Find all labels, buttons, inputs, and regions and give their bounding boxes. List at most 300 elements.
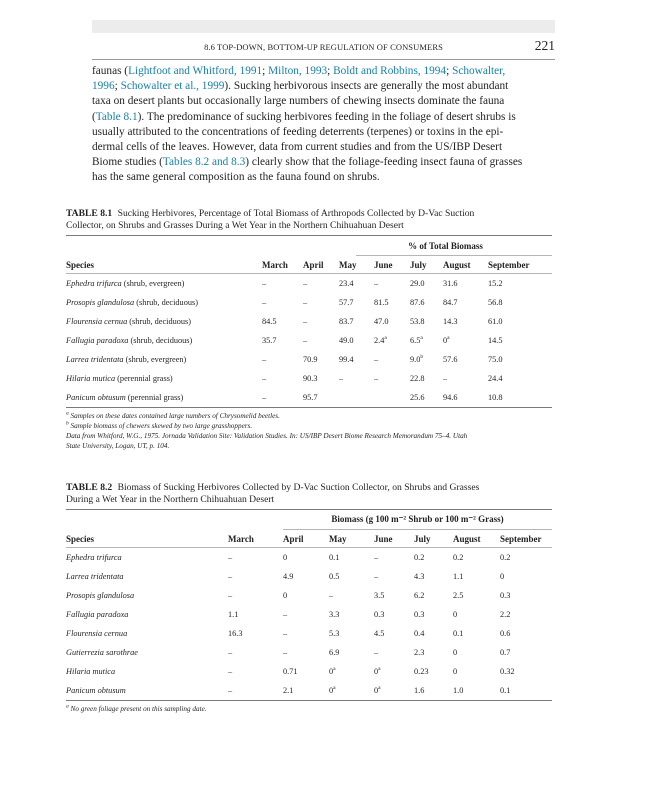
species-cell [66, 350, 262, 369]
footnote [66, 421, 552, 431]
body-line [92, 170, 555, 185]
value: 24.4 [488, 374, 503, 383]
value-cell [414, 643, 453, 662]
table-row [66, 643, 552, 662]
value: – [374, 648, 379, 657]
value: 0 [453, 648, 458, 657]
column-header: July [410, 259, 427, 270]
value: – [303, 317, 308, 326]
species-note: (shrub, deciduous) [129, 317, 192, 326]
value: 3.5 [374, 591, 385, 600]
value: 2.4 [374, 336, 385, 345]
column-header: June [374, 259, 393, 270]
value-cell [443, 274, 488, 293]
citation-link[interactable]: Milton, 1993 [268, 65, 328, 77]
value: 0.2 [453, 553, 464, 562]
body-paragraph [92, 64, 555, 186]
species-name: Flourensia cernua [66, 317, 128, 326]
value: – [262, 374, 267, 383]
value-cell [283, 586, 329, 605]
value-cell [262, 274, 303, 293]
value: 0.1 [500, 686, 511, 695]
value: 4.5 [374, 629, 385, 638]
value: 25.6 [410, 393, 425, 402]
value: 5.3 [329, 629, 340, 638]
value: 6.2 [414, 591, 425, 600]
value-cell [339, 312, 374, 331]
value-cell [283, 662, 329, 681]
value: 35.7 [262, 336, 277, 345]
caption-text: Collector, on Shrubs and Grasses During a Wet Year in the Northern Chihuahuan Desert [66, 220, 404, 231]
value: 0.3 [414, 610, 425, 619]
value-cell [453, 586, 500, 605]
value: 0 [374, 686, 379, 695]
value: 0.71 [283, 667, 298, 676]
table-8-1 [66, 208, 552, 451]
value-cell [374, 331, 410, 350]
value: – [329, 591, 334, 600]
value-cell [414, 586, 453, 605]
value: 22.8 [410, 374, 425, 383]
species-cell [66, 567, 228, 586]
value: 0.4 [414, 629, 425, 638]
value-cell [414, 567, 453, 586]
value: 0.3 [500, 591, 511, 600]
citation-link[interactable]: Tables 8.2 and 8.3 [162, 156, 246, 169]
column-header: May [339, 259, 357, 270]
value-cell [228, 681, 283, 700]
value-cell [374, 293, 410, 312]
value: 29.0 [410, 279, 425, 288]
footnote-mark: a [66, 410, 69, 417]
value: 6.9 [329, 648, 340, 657]
value-cell [329, 586, 374, 605]
table-8-1-span-header: % of Total Biomass [408, 240, 483, 251]
value: 0 [283, 591, 288, 600]
species-note: (shrub, deciduous) [136, 298, 198, 307]
footnote-text: No green foliage present on this sampling date. [70, 705, 207, 713]
body-text-run: ). Sucking herbivorous insects are generally the most abundant [224, 80, 509, 93]
value-cell [374, 274, 410, 293]
species-name: Panicum obtusum [66, 393, 126, 402]
value-cell [410, 293, 443, 312]
source-note: State University, Logan, UT, p. 104. [66, 442, 170, 450]
species-name: Hilaria mutica [66, 374, 116, 383]
table-row [66, 350, 552, 369]
table-8-1-grid [66, 236, 552, 407]
column-header: March [262, 259, 288, 270]
value: 99.4 [339, 355, 354, 364]
species-note: (shrub, evergreen) [125, 355, 187, 364]
value-cell [500, 548, 552, 567]
value: – [262, 279, 267, 288]
value-cell [228, 605, 283, 624]
value-cell [339, 274, 374, 293]
value: 70.9 [303, 355, 318, 364]
species-cell [66, 548, 228, 567]
column-header: Species [66, 259, 94, 270]
table-rule [66, 407, 552, 408]
value: 0 [329, 667, 334, 676]
value-cell [453, 605, 500, 624]
value-cell [443, 293, 488, 312]
value-cell [374, 662, 414, 681]
species-name: Larrea tridentata [66, 355, 124, 364]
column-header: August [453, 533, 481, 544]
species-name: Ephedra trifurca [66, 279, 122, 288]
value-cell [374, 369, 410, 388]
value-cell [329, 681, 374, 700]
table-row [66, 331, 552, 350]
value: 2.5 [453, 591, 464, 600]
value-cell [443, 331, 488, 350]
value-cell [374, 624, 414, 643]
table-8-2-span-header: Biomass (g 100 m⁻² Shrub or 100 m⁻² Grass) [331, 514, 504, 524]
column-header: April [303, 259, 324, 270]
value: 0.7 [500, 648, 511, 657]
value: 0.5 [329, 572, 340, 581]
value: 0.32 [500, 667, 515, 676]
citation-link[interactable]: Schowalter et al., 1999 [120, 80, 225, 93]
value-cell [488, 293, 552, 312]
value: – [374, 355, 379, 364]
value: 87.6 [410, 298, 425, 307]
table-row [66, 567, 552, 586]
table-row [66, 605, 552, 624]
species-note: (perennial grass) [117, 374, 173, 383]
value: 15.2 [488, 279, 503, 288]
table-8-1-footnotes [66, 411, 552, 451]
value: 14.3 [443, 317, 458, 326]
value: 0 [374, 667, 379, 676]
table-label: TABLE 8.1 [66, 208, 113, 219]
species-name: Fallugia paradoxa [66, 610, 129, 619]
value-cell [414, 605, 453, 624]
value: 1.6 [414, 686, 425, 695]
column-header: May [329, 533, 347, 544]
value-cell [339, 388, 374, 407]
value: 23.4 [339, 279, 354, 288]
value-cell [443, 312, 488, 331]
body-text-run: dermal cells of the leaves. However, data from current studies and from the US/IBP Desert [92, 140, 503, 153]
value: – [262, 355, 267, 364]
table-rule [66, 700, 552, 701]
body-text-run: Biome studies ( [92, 156, 163, 169]
value-cell [339, 331, 374, 350]
value: – [262, 393, 267, 402]
value-cell [303, 369, 339, 388]
table-row [66, 312, 552, 331]
footnote-mark: b [66, 420, 69, 427]
value-cell [374, 643, 414, 662]
body-text-run: ; [114, 80, 121, 93]
citation-link[interactable]: Schowalter, [452, 65, 506, 77]
value: 2.2 [500, 610, 511, 619]
value-cell [283, 681, 329, 700]
body-line [92, 94, 555, 109]
value-cell [453, 548, 500, 567]
citation-link[interactable]: 1996 [92, 80, 115, 93]
footnote-text: Samples on these dates contained large numbers of Chrysomelid beetles. [70, 412, 280, 420]
value: 83.7 [339, 317, 354, 326]
value: 31.6 [443, 279, 458, 288]
footnote-mark: a [333, 666, 336, 673]
species-name: Ephedra trifurca [66, 553, 122, 562]
species-cell [66, 662, 228, 681]
page-number: 221 [534, 38, 555, 53]
value: – [283, 610, 288, 619]
column-header: July [414, 533, 431, 544]
species-name: Prosopis glandulosa [66, 298, 135, 307]
value-cell [453, 643, 500, 662]
table-row [66, 388, 552, 407]
species-cell [66, 369, 262, 388]
footnote [66, 704, 552, 714]
value: 0.3 [374, 610, 385, 619]
caption-text: Sucking Herbivores, Percentage of Total Biomass of Arthropods Collected by D-Vac Suction [117, 208, 475, 219]
value-cell [374, 567, 414, 586]
value-cell [374, 312, 410, 331]
value: – [228, 686, 233, 695]
caption-text: During a Wet Year in the Northern Chihuahuan Desert [66, 494, 275, 505]
value-cell [303, 331, 339, 350]
column-header: April [283, 533, 304, 544]
value-cell [228, 624, 283, 643]
header-shade-bar [92, 20, 555, 33]
value-cell [303, 388, 339, 407]
value-cell [228, 662, 283, 681]
species-note: (shrub, deciduous) [130, 336, 193, 345]
value-cell [453, 567, 500, 586]
value: – [228, 648, 233, 657]
value-cell [500, 624, 552, 643]
body-text-run: ). The predominance of sucking herbivores feeding in the foliage of desert shrubs is [137, 110, 516, 123]
value: – [228, 667, 233, 676]
value-cell [500, 681, 552, 700]
value-cell [329, 662, 374, 681]
species-name: Prosopis glandulosa [66, 591, 135, 600]
body-text-run: usually attributed to the concentrations of feeding deterrents (terpenes) or toxins in the epi- [92, 125, 504, 138]
body-line [92, 79, 555, 94]
value: – [374, 279, 379, 288]
value-cell [228, 548, 283, 567]
value-cell [374, 548, 414, 567]
value: 3.3 [329, 610, 340, 619]
value: – [339, 374, 344, 383]
value: 81.5 [374, 298, 389, 307]
value: 1.1 [453, 572, 464, 581]
value-cell [500, 662, 552, 681]
value-cell [374, 388, 410, 407]
value-cell [488, 369, 552, 388]
value-cell [283, 643, 329, 662]
value: 14.5 [488, 336, 503, 345]
value-cell [283, 624, 329, 643]
footnote-mark: a [66, 703, 69, 710]
value-cell [488, 350, 552, 369]
column-header: March [228, 533, 254, 544]
column-header: September [500, 533, 542, 544]
species-name: Gutierrezia sarothrae [66, 648, 138, 657]
species-cell [66, 274, 262, 293]
value-cell [500, 605, 552, 624]
value-cell [374, 586, 414, 605]
value: – [228, 553, 233, 562]
value-cell [262, 350, 303, 369]
value: 94.6 [443, 393, 458, 402]
footnote-mark: a [447, 335, 450, 342]
footnote-mark: a [333, 685, 336, 692]
value-cell [414, 662, 453, 681]
species-cell [66, 605, 228, 624]
value-cell [488, 312, 552, 331]
value: 0 [443, 336, 448, 345]
value: 84.7 [443, 298, 458, 307]
table-label: TABLE 8.2 [66, 482, 113, 493]
value: 2.3 [414, 648, 425, 657]
table-8-2-footnotes [66, 704, 552, 714]
value-cell [410, 388, 443, 407]
body-text-run: taxa on desert plants but occasionally large numbers of chewing insects dominate the fauna [92, 95, 505, 108]
table-8-1-caption [66, 208, 552, 232]
value-cell [500, 643, 552, 662]
value-cell [443, 350, 488, 369]
value-cell [283, 567, 329, 586]
species-cell [66, 624, 228, 643]
body-text-run: ; [446, 65, 453, 77]
value: – [303, 336, 308, 345]
value-cell [339, 350, 374, 369]
value-cell [329, 605, 374, 624]
body-line [92, 140, 555, 155]
value: 0 [453, 610, 458, 619]
footnote [66, 411, 552, 421]
table-row [66, 586, 552, 605]
citation-link[interactable]: Table 8.1 [95, 110, 138, 123]
value: 95.7 [303, 393, 318, 402]
value: – [283, 629, 288, 638]
body-line [92, 125, 555, 140]
value-cell [228, 567, 283, 586]
value: 0.23 [414, 667, 429, 676]
table-8-2-caption [66, 482, 552, 506]
footnote-mark: a [384, 335, 387, 342]
value: – [228, 591, 233, 600]
citation-link[interactable]: Boldt and Robbins, 1994 [333, 65, 447, 77]
value-cell [339, 293, 374, 312]
value-cell [262, 312, 303, 331]
value: 57.7 [339, 298, 354, 307]
value: 16.3 [228, 629, 243, 638]
body-line [92, 64, 555, 79]
species-note: (shrub, evergreen) [123, 279, 185, 288]
running-head [92, 37, 555, 60]
value-cell [329, 643, 374, 662]
citation-link[interactable]: Lightfoot and Whitford, 1991 [128, 65, 263, 77]
value: 0.6 [500, 629, 511, 638]
value-cell [488, 331, 552, 350]
species-name: Hilaria mutica [66, 667, 116, 676]
value: 53.8 [410, 317, 425, 326]
species-cell [66, 586, 228, 605]
value: – [303, 298, 308, 307]
table-row [66, 681, 552, 700]
value: – [443, 374, 448, 383]
species-name: Flourensia cernua [66, 629, 128, 638]
value-cell [262, 388, 303, 407]
value-cell [410, 331, 443, 350]
body-text-run: has the same general composition as the fauna found on shrubs. [92, 171, 380, 184]
body-line [92, 110, 555, 125]
value: – [374, 553, 379, 562]
species-cell [66, 681, 228, 700]
value-cell [303, 274, 339, 293]
species-cell [66, 643, 228, 662]
value: 56.8 [488, 298, 503, 307]
column-header: August [443, 259, 471, 270]
table-row [66, 624, 552, 643]
value: 1.0 [453, 686, 464, 695]
value-cell [329, 548, 374, 567]
body-line [92, 155, 555, 170]
value: 0.2 [500, 553, 511, 562]
value: 4.9 [283, 572, 294, 581]
table-row [66, 548, 552, 567]
value: 57.6 [443, 355, 458, 364]
value-cell [488, 274, 552, 293]
body-text-run: faunas ( [92, 65, 129, 77]
value-cell [410, 312, 443, 331]
value-cell [262, 331, 303, 350]
value: 0.1 [453, 629, 464, 638]
value: 90.3 [303, 374, 318, 383]
footnote-mark: a [378, 685, 381, 692]
species-cell [66, 331, 262, 350]
value: 0.2 [414, 553, 425, 562]
value: 61.0 [488, 317, 503, 326]
value-cell [339, 369, 374, 388]
value: – [228, 572, 233, 581]
value-cell [329, 624, 374, 643]
value-cell [500, 567, 552, 586]
species-cell [66, 388, 262, 407]
value-cell [228, 643, 283, 662]
value-cell [262, 293, 303, 312]
species-note: (perennial grass) [127, 393, 184, 402]
value: 1.1 [228, 610, 239, 619]
footnote-mark: a [420, 335, 423, 342]
value: 0 [500, 572, 505, 581]
value: 2.1 [283, 686, 294, 695]
value-cell [414, 548, 453, 567]
value-cell [303, 312, 339, 331]
value-cell [453, 681, 500, 700]
value-cell [500, 586, 552, 605]
value-cell [329, 567, 374, 586]
species-name: Fallugia paradoxa [66, 336, 129, 345]
column-header: September [488, 259, 530, 270]
value: 49.0 [339, 336, 354, 345]
value: 4.3 [414, 572, 425, 581]
value: 0 [283, 553, 288, 562]
value: 0 [453, 667, 458, 676]
running-title: 8.6 TOP-DOWN, BOTTOM-UP REGULATION OF CONSUMERS [204, 42, 443, 52]
table-row [66, 662, 552, 681]
value-cell [374, 681, 414, 700]
value-cell [414, 681, 453, 700]
table-row [66, 274, 552, 293]
value: 0.1 [329, 553, 340, 562]
